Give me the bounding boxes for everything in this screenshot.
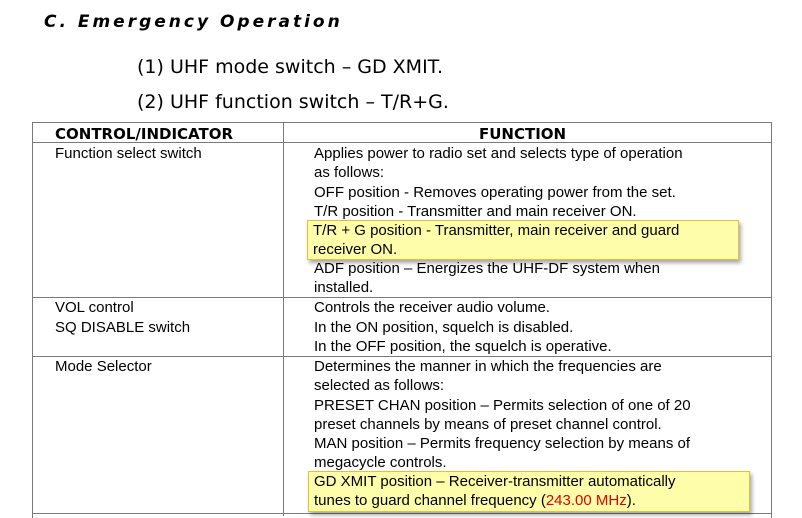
header-function: FUNCTION	[479, 125, 567, 143]
function-text	[314, 318, 764, 357]
function-line: ADF position – Energizes the UHF-DF system when	[314, 260, 660, 277]
highlight-line: GD XMIT position – Receiver-transmitter automatically	[314, 473, 676, 490]
function-line: In the OFF position, the squelch is operative.	[314, 338, 612, 356]
function-line: MAN position – Permits frequency selection by means of	[314, 435, 691, 453]
control-name: Function select switch	[55, 145, 202, 162]
control-name: VOL control	[55, 299, 134, 316]
function-line: In the ON position, squelch is disabled.	[314, 319, 574, 336]
function-line: selected as follows:	[314, 377, 445, 395]
function-line: T/R position - Transmitter and main receiver ON.	[314, 202, 637, 220]
highlight-line: T/R + G position - Transmitter, main receiver and guard	[313, 222, 680, 239]
function-line: megacycle controls.	[314, 454, 447, 472]
function-text	[314, 144, 764, 221]
guard-frequency: 243.00 MHz	[545, 492, 627, 510]
highlight-text: tunes to guard channel frequency (	[314, 492, 546, 510]
function-text	[314, 357, 764, 473]
column-divider	[283, 122, 284, 516]
function-text	[314, 259, 764, 298]
function-line: preset channels by means of preset channel control.	[314, 415, 662, 433]
step-2: (2) UHF function switch – T/R+G.	[137, 91, 449, 113]
function-line: OFF position - Removes operating power from the set.	[314, 183, 676, 201]
highlight-line	[314, 491, 749, 510]
control-name: Mode Selector	[55, 358, 152, 375]
function-line: PRESET CHAN position – Permits selection of one of 20	[314, 396, 691, 414]
control-name: SQ DISABLE switch	[55, 319, 191, 336]
function-text	[314, 298, 764, 317]
function-line: installed.	[314, 279, 374, 297]
function-line: as follows:	[314, 164, 385, 182]
row-divider	[32, 513, 772, 514]
header-control: CONTROL/INDICATOR	[55, 125, 234, 143]
function-line: Controls the receiver audio volume.	[314, 299, 550, 316]
function-line: Applies power to radio set and selects type of operation	[314, 145, 683, 162]
highlight-text: ).	[626, 492, 636, 510]
highlight-note	[307, 220, 739, 260]
highlight-note	[308, 471, 750, 512]
function-line: Determines the manner in which the frequencies are	[314, 358, 662, 375]
section-title: C. Emergency Operation	[44, 12, 343, 32]
step-1: (1) UHF mode switch – GD XMIT.	[137, 56, 444, 78]
highlight-line: receiver ON.	[313, 241, 398, 259]
